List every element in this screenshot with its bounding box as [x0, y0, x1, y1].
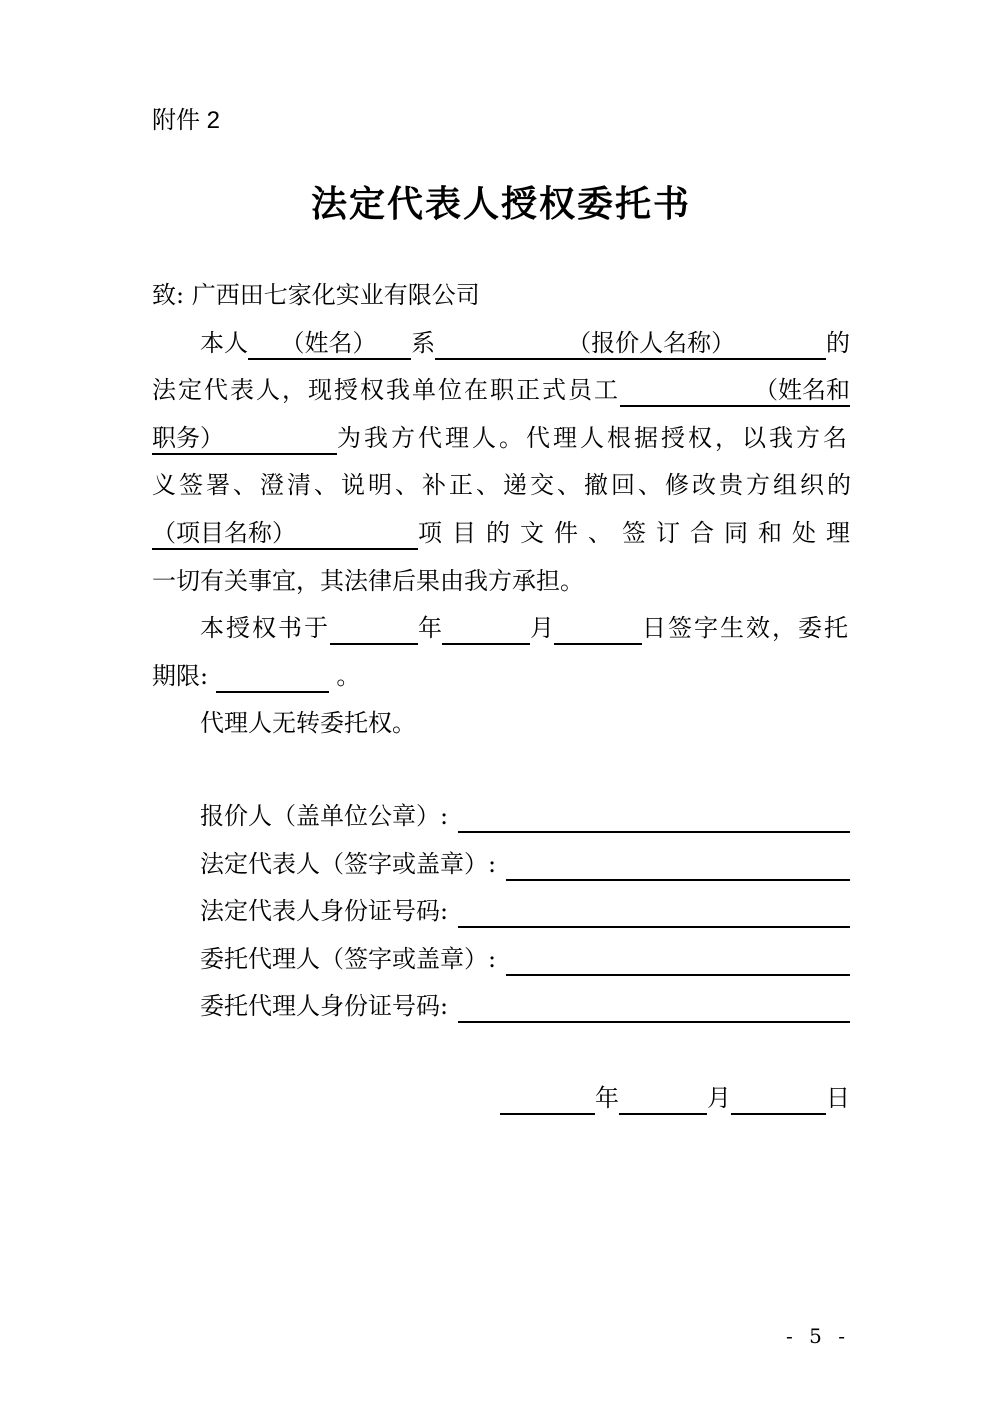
agent-id-blank-field	[458, 983, 850, 1023]
bidder-name-blank-field	[735, 320, 826, 360]
date-day-label: 日	[826, 1083, 850, 1112]
body-line-authorize	[152, 367, 850, 415]
signature-row-agent-sign	[152, 936, 850, 984]
legal-rep-id-blank-field	[458, 888, 850, 928]
date-year-label: 年	[595, 1083, 619, 1112]
month-label: 月	[530, 614, 554, 643]
legal-rep-sign-blank-field	[506, 841, 850, 881]
body-text: 系	[411, 328, 436, 357]
date-day-blank-field	[731, 1075, 826, 1115]
body-text: 日签字生效，委托	[642, 614, 850, 643]
body-text: 义签署、澄清、说明、补正、递交、撤回、修改贵方组织的	[152, 471, 854, 500]
bidder-seal-blank-field	[458, 793, 850, 833]
signature-row-bidder-seal	[152, 793, 850, 841]
date-year-blank-field	[500, 1075, 595, 1115]
name-placeholder-text: （姓名）	[280, 320, 376, 360]
page-number: - 5 -	[786, 1324, 850, 1348]
employee-name-blank-field	[620, 367, 754, 407]
body-line-powers	[152, 462, 854, 510]
signature-block	[152, 793, 850, 1031]
signature-label: 委托代理人身份证号码:	[200, 992, 449, 1021]
body-text: 本授权书于	[200, 614, 330, 643]
bidder-name-placeholder-text: （报价人名称）	[567, 320, 735, 360]
month-blank-field	[442, 605, 530, 645]
position-blank-field	[224, 415, 337, 455]
year-blank-field	[330, 605, 418, 645]
body-line-no-subdelegation	[152, 700, 850, 748]
signature-label: 委托代理人（签字或盖章）:	[200, 944, 497, 973]
bidder-name-blank-field	[435, 320, 567, 360]
day-blank-field	[554, 605, 642, 645]
position-placeholder-text: 职务）	[152, 415, 224, 455]
signature-label: 法定代表人身份证号码:	[200, 897, 449, 926]
body-text: 一切有关事宜，其法律后果由我方承担。	[152, 566, 584, 595]
body-text: 本人	[200, 328, 248, 357]
document-body	[152, 272, 860, 748]
project-name-blank-field	[296, 510, 418, 550]
name-blank-field	[248, 320, 280, 360]
project-name-placeholder-text: （项目名称）	[152, 510, 296, 550]
body-text: 期限:	[152, 661, 209, 690]
signature-label: 法定代表人（签字或盖章）:	[200, 849, 497, 878]
body-text: 代理人无转委托权。	[200, 709, 416, 738]
body-text: 的	[826, 328, 850, 357]
body-line-effective-date	[152, 605, 850, 653]
attachment-label: 附件 2	[152, 107, 221, 134]
body-line-principal	[152, 320, 850, 368]
document-title: 法定代表人授权委托书	[310, 183, 691, 225]
body-line-project	[152, 510, 860, 558]
employee-name-placeholder-text: （姓名和	[754, 367, 850, 407]
date-line	[152, 1075, 850, 1123]
recipient-line	[152, 272, 850, 320]
recipient-text: 致: 广西田七家化实业有限公司	[152, 281, 480, 309]
body-line-term	[152, 653, 850, 701]
signature-row-legal-rep-sign	[152, 841, 850, 889]
body-text: 。	[336, 661, 361, 690]
body-text: 为我方代理人。代理人根据授权，以我方名	[337, 423, 850, 452]
body-text: 法定代表人，现授权我单位在职正式员工	[152, 376, 620, 405]
signature-row-legal-rep-id	[152, 888, 850, 936]
agent-sign-blank-field	[506, 936, 850, 976]
date-month-label: 月	[707, 1083, 731, 1112]
term-blank-field	[216, 653, 329, 693]
signature-row-agent-id	[152, 983, 850, 1031]
date-month-blank-field	[619, 1075, 707, 1115]
body-text: 项目的文件、签订合同和处理	[418, 518, 860, 547]
body-line-position	[152, 415, 850, 463]
year-label: 年	[418, 614, 442, 643]
name-blank-field	[376, 320, 411, 360]
body-line-liability	[152, 558, 850, 606]
signature-label: 报价人（盖单位公章）:	[200, 801, 449, 830]
